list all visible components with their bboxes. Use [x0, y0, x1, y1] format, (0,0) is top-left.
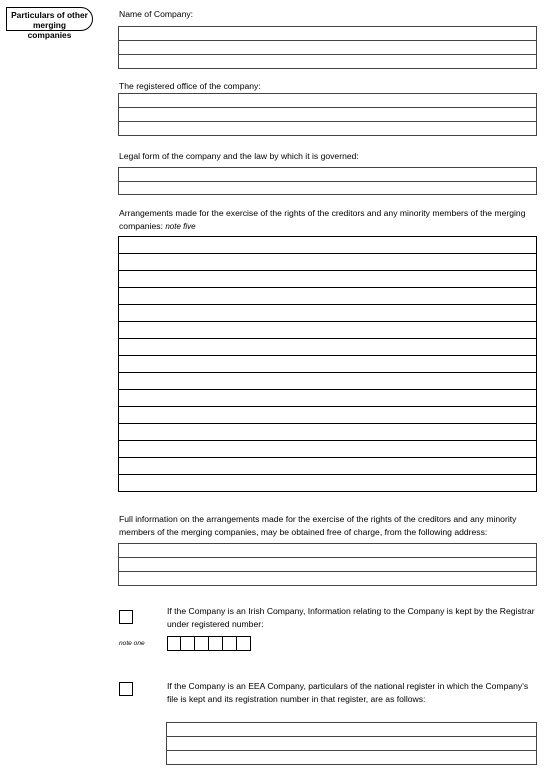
registered-office-field[interactable] [118, 93, 537, 136]
company-name-label: Name of Company: [119, 9, 194, 19]
registered-number-digit[interactable] [209, 636, 223, 651]
arrangements-field[interactable] [118, 236, 537, 492]
legal-form-field[interactable] [118, 167, 537, 195]
section-tab-label: Particulars of other merging companies [11, 10, 88, 40]
eea-company-checkbox[interactable] [119, 682, 133, 696]
full-information-address-field[interactable] [118, 543, 537, 586]
eea-company-label: If the Company is an EEA Company, particulars of the national register in which the Company's file is kept and its registration number in that register, are as follows: [167, 681, 529, 704]
section-tab [6, 7, 93, 40]
registered-number-digit[interactable] [167, 636, 181, 651]
irish-company-checkbox[interactable] [119, 610, 133, 624]
irish-company-note: note one [119, 640, 145, 647]
registered-office-label: The registered office of the company: [119, 81, 261, 91]
arrangements-label-text: Arrangements made for the exercise of the rights of the creditors and any minority members of the merging companies: [119, 208, 526, 231]
registered-number-digit[interactable] [237, 636, 251, 651]
company-name-field[interactable] [118, 26, 537, 69]
legal-form-label: Legal form of the company and the law by which it is governed: [119, 151, 359, 161]
irish-company-label: If the Company is an Irish Company, Information relating to the Company is kept by the Registrar under registered number: [167, 606, 535, 629]
arrangements-note: note five [165, 222, 196, 231]
registered-number-digit[interactable] [195, 636, 209, 651]
full-information-label: Full information on the arrangements made for the exercise of the rights of the creditors and any minority members of the merging companies, may be obtained free of charge, from the following address: [119, 514, 517, 537]
registered-number-digit[interactable] [223, 636, 237, 651]
eea-register-field[interactable] [166, 722, 537, 765]
registered-number-digit[interactable] [181, 636, 195, 651]
arrangements-label [119, 207, 539, 233]
